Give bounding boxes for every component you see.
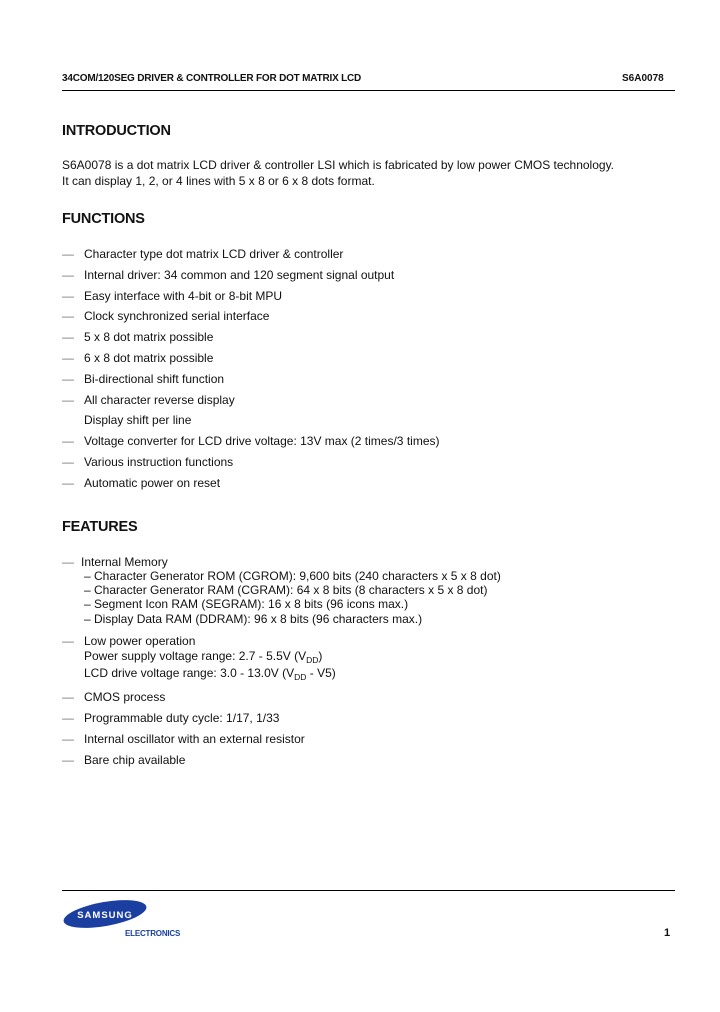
samsung-logo — [62, 899, 148, 929]
power-supply-range: Power supply voltage range: 2.7 - 5.5V $(V_{DD})$ — [84, 649, 323, 665]
dash-bullet: — — [62, 634, 74, 648]
memory-item-cgram: – Character Generator RAM (CGRAM): 64 x 8 bits (8 characters x 5 x 8 dot) — [84, 583, 488, 597]
list-item: Bare chip available — [84, 753, 186, 767]
low-power-label: Low power operation — [84, 634, 196, 648]
electronics-label: ELECTRONICS — [125, 929, 181, 938]
dash-bullet: — — [62, 690, 74, 704]
dash-bullet: — — [62, 434, 74, 449]
introduction-heading: INTRODUCTION — [62, 123, 171, 139]
dash-bullet: — — [62, 288, 74, 303]
dash-bullet: — — [62, 392, 74, 407]
dash-bullet: — — [62, 247, 74, 261]
dash-bullet: — — [62, 330, 74, 345]
functions-heading: FUNCTIONS — [62, 211, 145, 227]
dash-bullet: — — [62, 555, 74, 569]
dash-bullet: — — [62, 371, 74, 386]
dash-bullet: — — [62, 711, 74, 725]
dash-bullet: — — [62, 475, 74, 490]
dash-bullet: — — [62, 732, 74, 746]
list-item: Internal oscillator with an external resistor — [84, 732, 305, 746]
memory-item-segram: – Segment Icon RAM (SEGRAM): 16 x 8 bits (96 icons max.) — [84, 597, 409, 611]
list-item: Programmable duty cycle: 1/17, 1/33 — [84, 711, 280, 725]
dash-bullet: — — [62, 454, 74, 469]
header-divider — [62, 90, 675, 91]
footer-divider — [62, 890, 675, 891]
dash-bullet: — — [62, 267, 74, 282]
memory-item-ddram: – Display Data RAM (DDRAM): 96 x 8 bits (96 characters max.) — [84, 612, 423, 626]
svg-text:SAMSUNG: SAMSUNG — [77, 910, 133, 921]
document-title: 34COM/120SEG DRIVER & CONTROLLER FOR DOT MATRIX LCD — [62, 73, 362, 84]
dash-bullet: — — [62, 309, 74, 324]
introduction-line-1: S6A0078 is a dot matrix LCD driver & controller LSI which is fabricated by low power CMOS technology. — [62, 158, 615, 172]
page-number: 1 — [664, 927, 671, 939]
list-item: CMOS process — [84, 690, 166, 704]
dash-bullet: — — [62, 350, 74, 365]
internal-memory-label: Internal Memory — [81, 555, 168, 569]
features-heading: FEATURES — [62, 519, 138, 535]
memory-item-cgrom: – Character Generator ROM (CGROM): 9,600 bits (240 characters x 5 x 8 dot) — [84, 569, 501, 583]
dash-bullet: — — [62, 753, 74, 767]
introduction-line-2: It can display 1, 2, or 4 lines with 5 x 8 or 6 x 8 dots format. — [62, 173, 375, 188]
introduction-paragraph — [62, 158, 614, 189]
part-number: S6A0078 — [622, 73, 664, 84]
lcd-drive-range: LCD drive voltage range: 3.0 - 13.0V $(V_{DD} - V5)$ — [84, 666, 336, 682]
